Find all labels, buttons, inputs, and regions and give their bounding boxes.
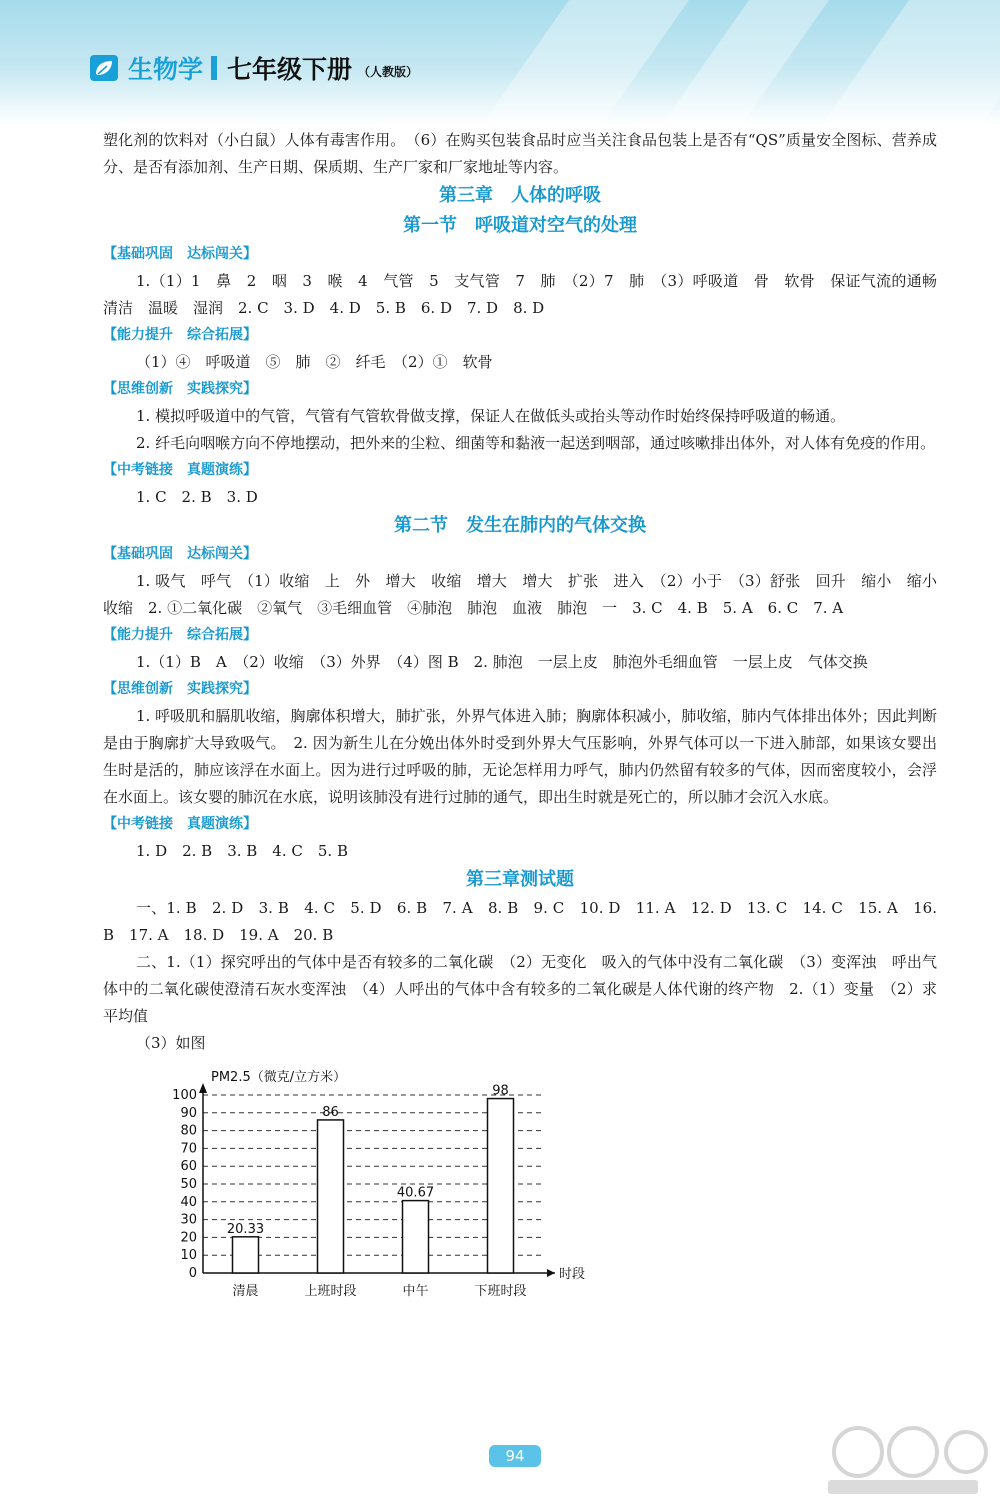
section2-thinking-answers: 1. 呼吸肌和膈肌收缩，胸廓体积增大，肺扩张，外界气体进入肺；胸廓体积减小，肺收缩，肺内气体排出体外；因此判断是由于胸廓扩大导致吸气。 2. 因为新生儿在分娩出体外时受到外界大气压影响，外界气体可以一下进入肺部，如果该女婴出生时是活的，肺应该浮在水面上。因为进行过呼吸的肺，无论怎样用力呼气，肺内仍然留有较多的气体，因而密度较小，会浮在水面上。该女婴的肺沉在水底，说明该肺没有进行过肺的通气，即出生时就是死亡的，所以肺才会沉入水底。 xyxy=(103,707,937,806)
section2-basic-answers: 1. 吸气 呼气 （1）收缩 上 外 增大 收缩 增大 增大 扩张 进入 （2）小于 （3）舒张 回升 缩小 缩小 收缩 2. ①二氧化碳 ②氧气 ③毛细血管 ④肺泡 肺泡 血液 肺泡 一 3. C 4. B 5. A 6. C 7. A xyxy=(103,572,953,617)
y-tick-label: 0 xyxy=(188,1266,197,1281)
section2-tag-exam: 【中考链接 真题演练】 xyxy=(103,816,257,832)
y-axis-label: PM2.5（微克/立方米） xyxy=(211,1070,347,1085)
page-header xyxy=(0,0,1000,125)
section1-tag-exam: 【中考链接 真题演练】 xyxy=(103,462,257,478)
section2-title: 第二节 发生在肺内的气体交换 xyxy=(394,515,646,536)
x-tick-label: 上班时段 xyxy=(304,1284,357,1299)
test-part3-label: （3）如图 xyxy=(136,1034,206,1052)
x-tick-label: 清晨 xyxy=(232,1284,259,1299)
x-axis-label: 时段 xyxy=(559,1267,586,1282)
y-tick-label: 20 xyxy=(180,1230,197,1246)
site-watermark-logo xyxy=(818,1418,988,1498)
section1-tag-thinking: 【思维创新 实践探究】 xyxy=(103,381,257,397)
section2-tag-ability: 【能力提升 综合拓展】 xyxy=(103,627,257,643)
bar-value-label: 20.33 xyxy=(226,1221,265,1237)
test-part1-answers: 一、1. B 2. D 3. B 4. C 5. D 6. B 7. A 8. B 9. C 10. D 11. A 12. D 13. C 14. C 15. A 16. B 17. A 18. D 19. A 20. B xyxy=(103,899,937,944)
page-content xyxy=(103,127,953,1307)
grade-title: 七年级下册 xyxy=(227,55,353,84)
page-number: 94 xyxy=(489,1445,541,1467)
y-tick-label: 60 xyxy=(180,1159,197,1175)
leaf-icon xyxy=(90,55,118,81)
section2-exam-answers: 1. D 2. B 3. B 4. C 5. B xyxy=(136,842,348,860)
book-brand xyxy=(90,50,418,86)
section1-tag-basic: 【基础巩固 达标闯关】 xyxy=(103,246,257,262)
chapter-title: 第三章 人体的呼吸 xyxy=(439,185,601,206)
edition-label: （人教版） xyxy=(358,64,419,79)
section1-basic-answers: 1.（1）1 鼻 2 咽 3 喉 4 气管 5 支气管 7 肺 （2）7 肺 （3）呼吸道 骨 软骨 保证气流的通畅 清洁 温暖 湿润 2. C 3. D 4. D 5. B 6. D 7. D 8. D xyxy=(103,272,953,317)
bar-value-label: 98 xyxy=(492,1083,509,1099)
pm25-bar-chart xyxy=(163,1063,603,1303)
y-tick-label: 100 xyxy=(172,1088,197,1103)
y-tick-label: 70 xyxy=(180,1141,197,1157)
bar xyxy=(403,1201,429,1273)
x-axis-arrow xyxy=(547,1269,555,1277)
section2-tag-basic: 【基础巩固 达标闯关】 xyxy=(103,546,257,562)
test-part2-answers: 二、1.（1）探究呼出的气体中是否有较多的二氧化碳 （2）无变化 吸入的气体中没有二氧化碳 （3）变浑浊 呼出气体中的二氧化碳使澄清石灰水变浑浊 （4）人呼出的气体中含有较多的二氧化碳是人体代谢的终产物 2.（1）变量 （2）求平均值 xyxy=(103,953,937,1025)
y-axis-arrow xyxy=(199,1083,207,1093)
test-title: 第三章测试题 xyxy=(466,869,574,890)
y-tick-label: 50 xyxy=(180,1177,197,1192)
intro-paragraph: 塑化剂的饮料对（小白鼠）人体有毒害作用。 （6）在购买包装食品时应当关注食品包装上是否有“QS”质量安全图标、营养成分、是否有添加剂、生产日期、保质期、生产厂家和厂家地址等内容。 xyxy=(103,131,937,176)
y-tick-label: 10 xyxy=(180,1248,197,1264)
bar xyxy=(318,1120,344,1273)
y-tick-label: 90 xyxy=(180,1105,197,1121)
section2-ability-answers: 1.（1）B A （2）收缩 （3）外界 （4）图 B 2. 肺泡 一层上皮 肺泡外毛细血管 一层上皮 气体交换 xyxy=(136,653,868,671)
bar xyxy=(233,1237,259,1273)
y-tick-label: 80 xyxy=(180,1123,197,1139)
section2-tag-thinking: 【思维创新 实践探究】 xyxy=(103,681,257,697)
pm25-chart-container xyxy=(163,1063,937,1307)
section1-thinking-answer-2: 2. 纤毛向咽喉方向不停地摆动，把外来的尘粒、细菌等和黏液一起送到咽部，通过咳嗽排出体外，对人体有免疫的作用。 xyxy=(136,434,936,452)
section1-tag-ability: 【能力提升 综合拓展】 xyxy=(103,327,257,343)
section1-exam-answers: 1. C 2. B 3. D xyxy=(136,488,258,506)
section1-title: 第一节 呼吸道对空气的处理 xyxy=(403,215,637,236)
bar-value-label: 86 xyxy=(322,1104,339,1120)
title-divider xyxy=(211,56,217,80)
y-tick-label: 40 xyxy=(180,1194,197,1210)
section1-ability-answers: （1）④ 呼吸道 ⑤ 肺 ② 纤毛 （2）① 软骨 xyxy=(136,353,493,371)
bar xyxy=(488,1099,514,1273)
y-tick-label: 30 xyxy=(180,1212,197,1228)
section1-thinking-answer-1: 1. 模拟呼吸道中的气管，气管有气管软骨做支撑，保证人在做低头或抬头等动作时始终保持呼吸道的畅通。 xyxy=(136,407,846,425)
x-tick-label: 中午 xyxy=(402,1284,429,1299)
bar-value-label: 40.67 xyxy=(396,1185,435,1201)
x-tick-label: 下班时段 xyxy=(474,1284,527,1299)
subject-title: 生物学 xyxy=(128,55,204,84)
